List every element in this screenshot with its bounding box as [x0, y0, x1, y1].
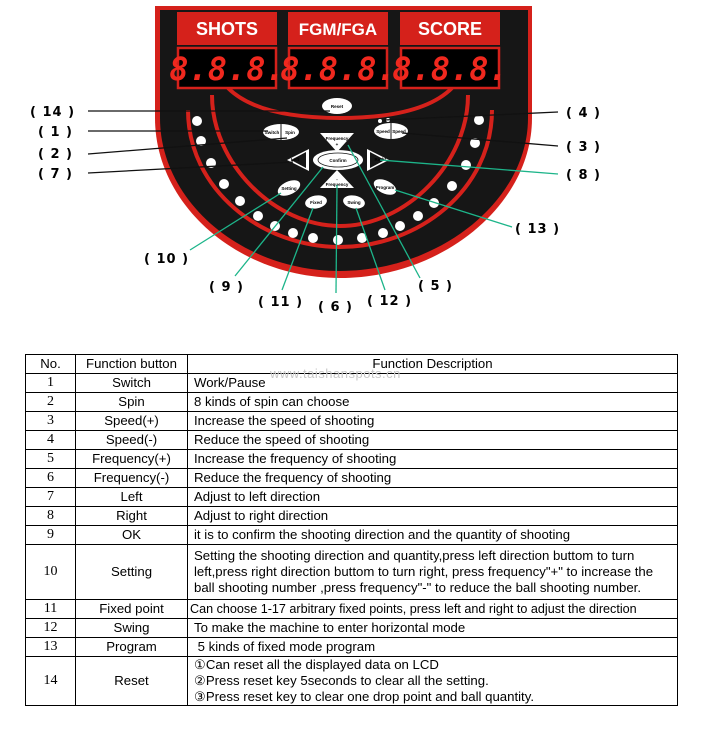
led-dot — [474, 115, 484, 125]
led-dot — [235, 196, 245, 206]
table-row — [26, 374, 678, 393]
display-fgm-fga-digits: 8.8.8. — [280, 50, 396, 88]
table-row — [26, 431, 678, 450]
row-no: 8 — [26, 507, 76, 526]
row-button: Speed(-) — [76, 431, 188, 450]
led-dot — [333, 235, 343, 245]
row-no: 9 — [26, 526, 76, 545]
reset-desc-line: ③Press reset key to clear one drop point and ball quantity. — [194, 689, 534, 704]
row-desc: Work/Pause — [188, 374, 678, 393]
callout-13: ( 13 ) — [515, 222, 561, 237]
table-row — [26, 450, 678, 469]
row-no: 4 — [26, 431, 76, 450]
row-desc: Reduce the speed of shooting — [188, 431, 678, 450]
row-no: 1 — [26, 374, 76, 393]
display-fgm-fga — [280, 12, 396, 88]
table-row — [26, 412, 678, 431]
row-desc: 8 kinds of spin can choose — [188, 393, 678, 412]
row-button: OK — [76, 526, 188, 545]
row-button: Right — [76, 507, 188, 526]
frequency-plus-label: Frequency — [325, 136, 349, 141]
row-desc: Adjust to left direction — [188, 488, 678, 507]
callout-4: ( 4 ) — [566, 106, 601, 121]
callout-3: ( 3 ) — [566, 140, 601, 155]
header-function-button: Function button — [76, 355, 188, 374]
callout-10: ( 10 ) — [144, 252, 190, 267]
row-button: Setting — [76, 545, 188, 600]
row-no: 7 — [26, 488, 76, 507]
row-desc: it is to confirm the shooting direction and the quantity of shooting — [188, 526, 678, 545]
function-table — [25, 354, 678, 706]
row-no: 6 — [26, 469, 76, 488]
table-header-row — [26, 355, 678, 374]
watermark: www.taishanspots.cn — [270, 366, 401, 381]
control-panel-diagram — [0, 0, 702, 340]
switch-spin-button-pair[interactable] — [263, 124, 299, 140]
reset-desc-line: ①Can reset all the displayed data on LCD — [194, 657, 439, 672]
right-button-label: Right — [374, 157, 386, 162]
table-row — [26, 507, 678, 526]
reset-button-label: Reset — [330, 104, 344, 109]
led-dot — [192, 116, 202, 126]
row-button: Frequency(+) — [76, 450, 188, 469]
display-score-digits: 8.8.8. — [392, 50, 508, 88]
callout-2: ( 2 ) — [38, 147, 73, 162]
table-row — [26, 526, 678, 545]
led-dot — [395, 221, 405, 231]
table-row — [26, 638, 678, 657]
display-score — [392, 12, 508, 88]
row-no: 14 — [26, 657, 76, 706]
callout-7: ( 7 ) — [38, 167, 73, 182]
table-row — [26, 488, 678, 507]
table-row — [26, 657, 678, 706]
row-desc: Increase the frequency of shooting — [188, 450, 678, 469]
row-desc: Reduce the frequency of shooting — [188, 469, 678, 488]
row-desc: Setting the shooting direction and quantity,press left direction buttom to turn left,press right direction buttom to turn right, press frequency"+" to increase the ball shooting number ,press frequency"-" to reduce the ball shooting number. — [188, 545, 678, 600]
row-desc: To make the machine to enter horizontal mode — [188, 619, 678, 638]
led-dot — [461, 160, 471, 170]
swing-button-label: Swing — [347, 200, 361, 205]
header-no: No. — [26, 355, 76, 374]
led-dot — [253, 211, 263, 221]
row-no: 2 — [26, 393, 76, 412]
row-button: Frequency(-) — [76, 469, 188, 488]
row-desc: Adjust to right direction — [188, 507, 678, 526]
table-row — [26, 393, 678, 412]
callout-5: ( 5 ) — [418, 279, 453, 294]
reset-desc-line: ②Press reset key 5seconds to clear all the setting. — [194, 673, 489, 688]
spin-button-label: Spin — [285, 130, 295, 135]
left-button-label: Left — [291, 157, 300, 162]
frequency-minus-sign: - — [336, 177, 338, 182]
row-button: Left — [76, 488, 188, 507]
callout-8: ( 8 ) — [566, 168, 601, 183]
speed-plus-label: Speed — [392, 129, 406, 134]
row-button: Swing — [76, 619, 188, 638]
led-dot — [413, 211, 423, 221]
row-button: Speed(+) — [76, 412, 188, 431]
row-button: Program — [76, 638, 188, 657]
row-desc: 5 kinds of fixed mode program — [188, 638, 678, 657]
table-row — [26, 600, 678, 619]
row-desc: Can choose 1-17 arbitrary fixed points, press left and right to adjust the direction — [188, 600, 678, 619]
setting-button-label: Setting — [281, 186, 297, 191]
table-row — [26, 469, 678, 488]
led-dot — [447, 181, 457, 191]
callout-14: ( 14 ) — [30, 105, 76, 120]
row-button: Spin — [76, 393, 188, 412]
confirm-button-label: Confirm — [329, 158, 347, 163]
display-shots — [169, 12, 285, 88]
table-row — [26, 545, 678, 600]
display-shots-digits: 8.8.8. — [169, 50, 285, 88]
speed-indicator-dot — [378, 119, 382, 123]
led-dot — [219, 179, 229, 189]
display-score-label: SCORE — [417, 19, 483, 39]
row-no: 12 — [26, 619, 76, 638]
row-button: Fixed point — [76, 600, 188, 619]
speed-minus-label: Speed — [376, 129, 390, 134]
row-button: Reset — [76, 657, 188, 706]
row-desc — [188, 657, 678, 706]
fixed-point-button-label: Fixed — [310, 200, 322, 205]
callout-1: ( 1 ) — [38, 125, 73, 140]
row-no: 10 — [26, 545, 76, 600]
speed-button-pair[interactable] — [374, 123, 408, 139]
row-desc: Increase the speed of shooting — [188, 412, 678, 431]
led-dot — [288, 228, 298, 238]
led-dot — [308, 233, 318, 243]
row-no: 3 — [26, 412, 76, 431]
callout-6: ( 6 ) — [318, 300, 353, 315]
table-row — [26, 619, 678, 638]
callout-12: ( 12 ) — [367, 294, 413, 309]
callout-9: ( 9 ) — [209, 280, 244, 295]
frequency-plus-sign: + — [335, 142, 339, 147]
row-button: Switch — [76, 374, 188, 393]
callout-11: ( 11 ) — [258, 295, 304, 310]
program-button-label: Program — [375, 185, 395, 190]
row-no: 5 — [26, 450, 76, 469]
display-shots-label: SHOTS — [195, 19, 259, 39]
display-fgm-fga-label: FGM/FGA — [298, 20, 378, 39]
switch-button-label: Switch — [264, 130, 280, 135]
header-function-description: Function Description — [188, 355, 678, 374]
led-dot — [378, 228, 388, 238]
row-no: 13 — [26, 638, 76, 657]
row-no: 11 — [26, 600, 76, 619]
frequency-minus-label: Frequency — [325, 182, 349, 187]
